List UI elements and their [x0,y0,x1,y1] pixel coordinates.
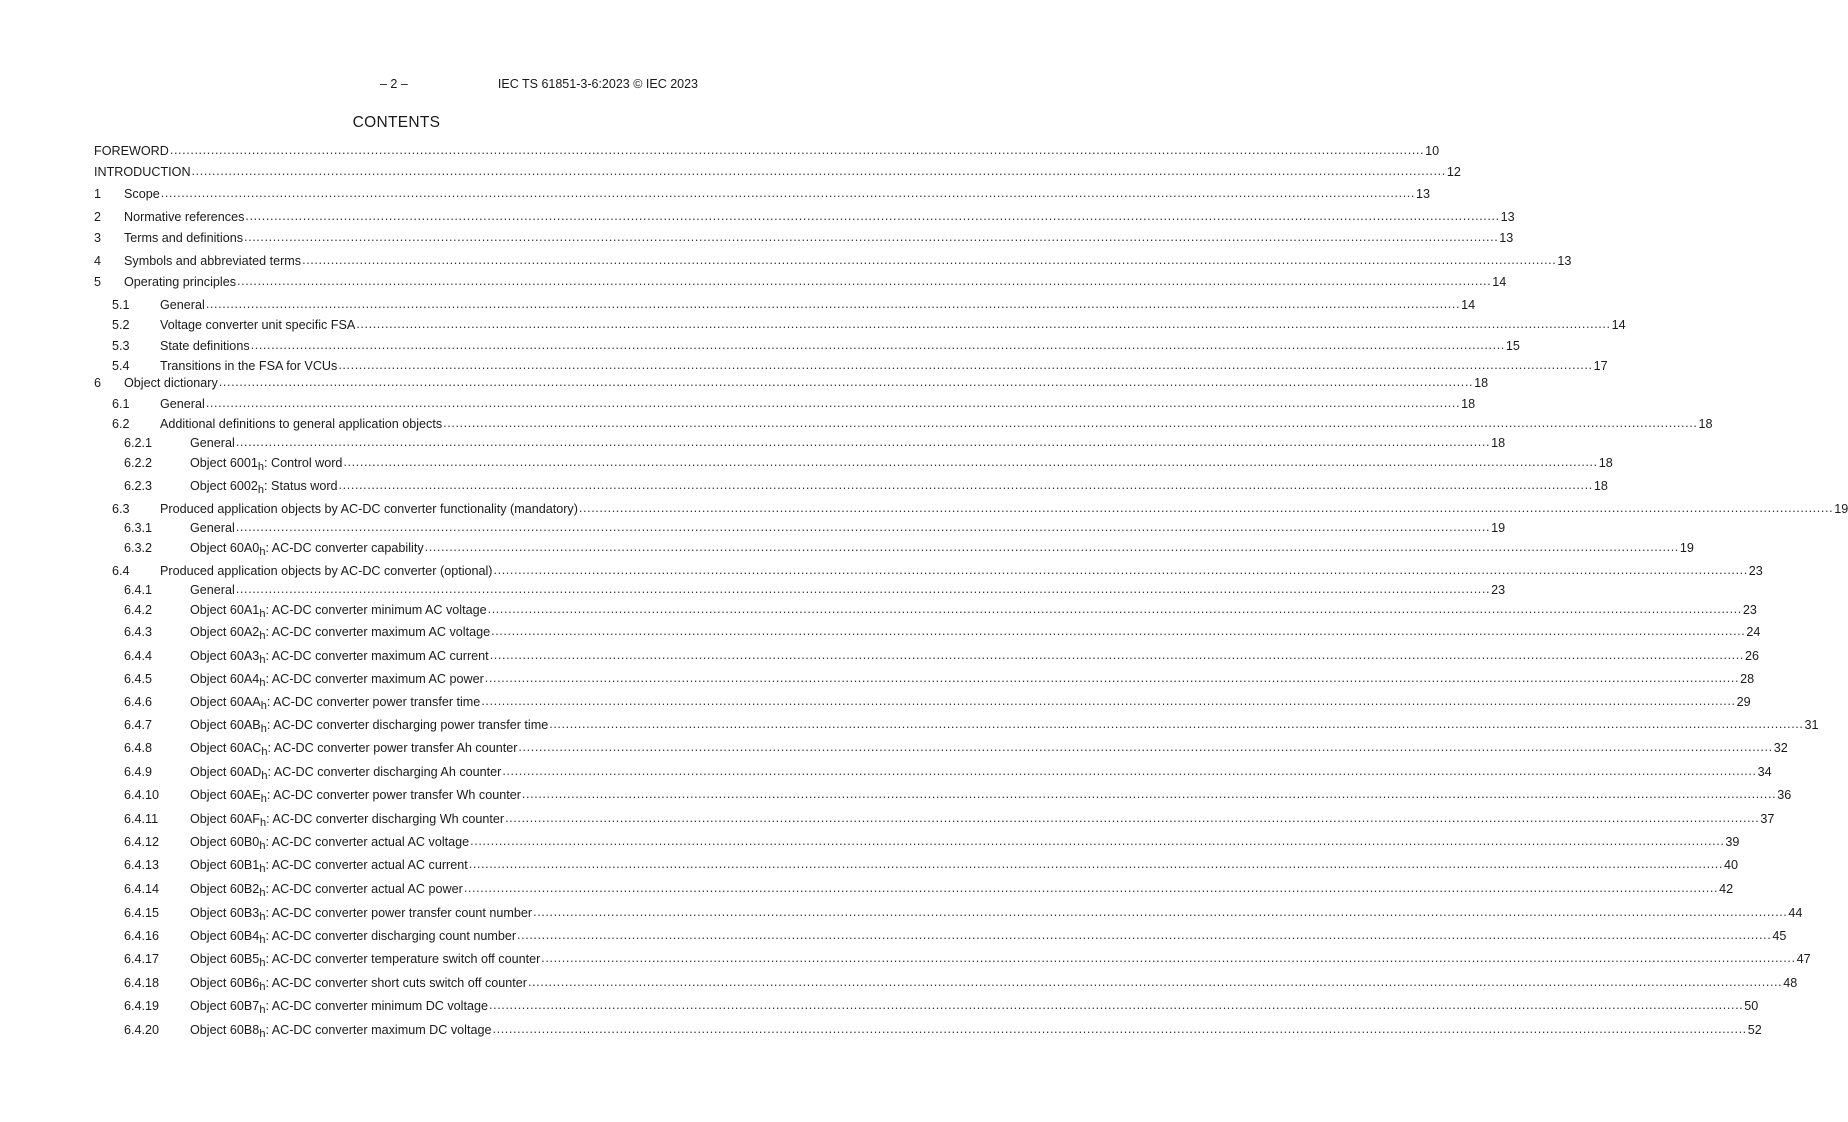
toc-entry-title: State definitions [160,339,250,353]
toc-entry-page: 10 [1425,144,1440,158]
toc-entry-number: 6.3.2 [124,541,153,555]
dot-leader [356,317,1610,331]
dot-leader [517,928,1771,942]
toc-entry[interactable] [94,254,1572,272]
toc-entry-page: 26 [1744,649,1759,663]
hex-subscript: h [257,461,265,473]
toc-entry[interactable] [94,765,1772,783]
toc-entry-number: 6.4.18 [124,976,160,990]
toc-entry-page: 12 [1446,165,1461,179]
hex-subscript: h [259,546,266,558]
toc-entry-page: 50 [1744,999,1759,1013]
dot-leader [541,951,1795,965]
toc-entry[interactable] [94,583,1506,601]
toc-entry-number: 5 [94,275,102,289]
toc-entry-page: 52 [1747,1023,1762,1037]
toc-entry-page: 23 [1491,583,1506,597]
toc-entry-title: Object $60B6_h$: AC-DC converter short cuts switch off counter [190,976,527,993]
toc-entry-page: 18 [1491,436,1506,450]
toc-entry[interactable] [94,275,1507,293]
toc-entry-number: 6.4.12 [124,835,160,849]
toc-entry-page: 13 [1557,254,1572,268]
toc-entry-page: 18 [1698,417,1713,431]
toc-entry-title: Object $60B5_h$: AC-DC converter temperature switch off counter [190,952,541,969]
toc-entry-title: Object $60B0_h$: AC-DC converter actual AC voltage [190,835,470,852]
hex-subscript: h [261,770,268,782]
toc-entry-title: Object $60A3_h$: AC-DC converter maximum AC current [190,649,489,666]
toc-entry-page: 19 [1491,521,1506,535]
hex-subscript: h [260,723,267,735]
toc-entry-number: 6.4.8 [124,741,153,755]
toc-entry-page: 13 [1416,187,1431,201]
toc-entry-title: Terms and definitions [124,231,244,245]
dot-leader [522,787,1776,801]
toc-entry-title: General [160,298,205,312]
toc-entry-title: General [160,397,205,411]
toc-entry-title: Object $60A1_h$: AC-DC converter minimum AC voltage [190,603,487,620]
toc-entry-title: Scope [124,187,160,201]
toc-entry-number: 1 [94,187,102,201]
toc-entry-title: Symbols and abbreviated terms [124,254,302,268]
hex-subscript: h [257,484,265,496]
toc-entry-number: 6.4.16 [124,929,160,943]
dot-leader [339,478,1593,492]
toc-entry-number: 6.4.6 [124,695,153,709]
hex-subscript: h [260,793,267,805]
dot-leader [245,209,1499,223]
toc-entry-page: 32 [1773,741,1788,755]
toc-entry-title: Object $60B7_h$: AC-DC converter minimum DC voltage [190,999,488,1016]
toc-entry-page: 34 [1757,765,1772,779]
dot-leader [488,602,1742,616]
dot-leader [505,811,1759,825]
dot-leader [485,671,1739,685]
toc-entry-number: 5.1 [112,298,130,312]
toc-entry-number: 6.4.20 [124,1023,160,1037]
toc-entry-number: 6.4.10 [124,788,160,802]
toc-entry[interactable] [94,695,1751,713]
toc-entry[interactable] [94,318,1626,336]
toc-entry[interactable] [94,882,1734,900]
toc-entry[interactable] [94,1023,1762,1041]
hex-subscript: h [259,1004,266,1016]
dot-leader [302,253,1556,267]
toc-entry-number: 6.4.11 [124,812,159,826]
hex-subscript: h [259,1028,266,1040]
toc-entry-number: 5.2 [112,318,130,332]
dot-leader [251,338,1505,352]
toc-entry-page: 28 [1740,672,1755,686]
toc-entry-page: 40 [1724,858,1739,872]
toc-entry[interactable] [94,479,1608,497]
toc-entry-title: Object $60B1_h$: AC-DC converter actual AC current [190,858,468,875]
toc-entry-page: 13 [1499,231,1514,245]
toc-entry[interactable] [94,231,1514,249]
toc-entry-title: FOREWORD [94,144,169,158]
toc-entry-number: 6.4 [112,564,130,578]
toc-entry-title: Operating principles [124,275,237,289]
toc-entry-title: Object $60B8_h$: AC-DC converter maximum DC voltage [190,1023,492,1040]
toc-entry-title: Normative references [124,210,245,224]
dot-leader [192,164,1446,178]
toc-entry-title: Object $60AF_h$: AC-DC converter discharging Wh counter [190,812,505,829]
toc-entry-page: 18 [1474,376,1489,390]
toc-entry-number: 4 [94,254,102,268]
toc-entry-title: Object dictionary [124,376,218,390]
toc-entry-page: 13 [1500,210,1515,224]
toc-entry-page: 23 [1742,603,1757,617]
toc-entry-page: 44 [1788,906,1803,920]
toc-entry-number: 6.2.1 [124,436,153,450]
toc-entry-number: 6.4.17 [124,952,160,966]
toc-entry[interactable] [94,521,1506,539]
toc-entry-page: 17 [1593,359,1608,373]
toc-entry-page: 48 [1783,976,1798,990]
dot-leader [493,1022,1747,1036]
toc-entry-title: Object $60AC_h$: AC-DC converter power transfer Ah counter [190,741,518,758]
hex-subscript: h [261,746,268,758]
toc-entry-number: 6.4.2 [124,603,153,617]
toc-entry-page: 23 [1748,564,1763,578]
toc-entry-number: 6.4.19 [124,999,160,1013]
hex-subscript: h [259,654,266,666]
dot-leader [470,834,1724,848]
hex-subscript: h [259,934,266,946]
toc-entry[interactable] [94,976,1798,994]
dot-leader [491,624,1745,638]
hex-subscript: h [259,863,266,875]
toc-entry-title: Object $60B4_h$: AC-DC converter discharging count number [190,929,517,946]
dot-leader [489,998,1743,1012]
dot-leader [549,717,1803,731]
toc-entry-page: 29 [1736,695,1751,709]
toc-entry-title: General [190,436,235,450]
toc-entry-number: 5.3 [112,339,130,353]
toc-entry-title: Object $60A0_h$: AC-DC converter capability [190,541,424,558]
toc-entry-number: 5.4 [112,359,130,373]
toc-entry[interactable] [94,564,1763,582]
document-id: IEC TS 61851-3-6:2023 © IEC 2023 [497,77,698,91]
toc-entry[interactable] [94,741,1788,759]
toc-entry-page: 18 [1461,397,1476,411]
toc-entry-page: 14 [1492,275,1507,289]
toc-entry-number: 6.4.9 [124,765,153,779]
toc-entry-title: Object $60AA_h$: AC-DC converter power transfer time [190,695,481,712]
toc-entry[interactable] [94,417,1713,435]
dot-leader [219,375,1473,389]
toc-entry-page: 37 [1760,812,1775,826]
hex-subscript: h [259,677,266,689]
toc-entry-title: General [190,583,235,597]
toc-entry-title: Object $60AD_h$: AC-DC converter discharging Ah counter [190,765,502,782]
toc-entry[interactable] [94,397,1476,415]
toc-entry-title: General [190,521,235,535]
toc-entry[interactable] [94,649,1759,667]
toc-entry-title: Object $60A2_h$: AC-DC converter maximum AC voltage [190,625,491,642]
toc-entry-title: Object $60B2_h$: AC-DC converter actual AC power [190,882,463,899]
hex-subscript: h [259,840,266,852]
toc-entry-page: 45 [1772,929,1787,943]
dot-leader [338,358,1592,372]
dot-leader [481,694,1735,708]
toc-entry[interactable] [94,144,1440,162]
toc-entry-number: 6.4.5 [124,672,153,686]
dot-leader [236,435,1490,449]
toc-entry-title: Object $60B3_h$: AC-DC converter power transfer count number [190,906,533,923]
toc-entry-title: Object $6001_h$: Control word [190,456,343,473]
toc-entry-title: Object $60A4_h$: AC-DC converter maximum AC power [190,672,484,689]
toc-entry-number: 6.4.3 [124,625,153,639]
toc-entry[interactable] [94,999,1759,1017]
toc-entry[interactable] [94,812,1775,830]
toc-entry-page: 36 [1777,788,1792,802]
toc-entry[interactable] [94,456,1613,474]
toc-entry-number: 6.2.2 [124,456,153,470]
dot-leader [237,274,1491,288]
toc-entry-page: 31 [1804,718,1819,732]
toc-entry-number: 6.4.13 [124,858,160,872]
toc-entry-page: 18 [1593,479,1608,493]
dot-leader [528,975,1782,989]
toc-entry[interactable] [94,835,1740,853]
toc-entry-number: 6.3.1 [124,521,153,535]
toc-entry-title: Produced application objects by AC-DC converter (optional) [160,564,493,578]
dot-leader [170,143,1424,157]
toc-entry-page: 24 [1746,625,1761,639]
dot-leader [425,540,1679,554]
toc-entry[interactable] [94,436,1506,454]
toc-entry-number: 6.3 [112,502,130,516]
toc-entry-page: 19 [1834,502,1848,516]
dot-leader [443,416,1697,430]
toc-entry-page: 47 [1796,952,1811,966]
toc-entry-number: 6.4.7 [124,718,153,732]
hex-subscript: h [259,608,266,620]
dot-leader [206,297,1460,311]
dot-leader [244,230,1498,244]
toc-entry-title: Object $6002_h$: Status word [190,479,338,496]
toc-entry[interactable] [94,187,1431,205]
dot-leader [494,563,1748,577]
dot-leader [343,455,1597,469]
dot-leader [579,501,1833,515]
toc-entry-title: Object $60AE_h$: AC-DC converter power transfer Wh counter [190,788,521,805]
hex-subscript: h [260,700,267,712]
toc-entry[interactable] [94,541,1694,559]
toc-entry-title: Produced application objects by AC-DC converter functionality (mandatory) [160,502,578,516]
page-header [0,77,793,93]
toc-entry[interactable] [94,603,1757,621]
toc-entry-page: 39 [1725,835,1740,849]
toc-entry[interactable] [94,298,1476,316]
dot-leader [502,764,1756,778]
toc-entry[interactable] [94,952,1811,970]
dot-leader [469,857,1723,871]
toc-entry[interactable] [94,672,1755,690]
toc-entry-number: 6.4.1 [124,583,153,597]
toc-entry-title: INTRODUCTION [94,165,191,179]
hex-subscript: h [260,817,267,829]
dot-leader [533,905,1787,919]
dot-leader [161,186,1415,200]
toc-entry-title: Voltage converter unit specific FSA [160,318,356,332]
toc-entry[interactable] [94,376,1489,394]
toc-entry-number: 6.2 [112,417,130,431]
toc-entry-number: 3 [94,231,102,245]
toc-entry-page: 42 [1719,882,1734,896]
toc-entry[interactable] [94,788,1792,806]
toc-entry-number: 6.4.14 [124,882,160,896]
toc-entry-number: 6 [94,376,102,390]
dot-leader [236,582,1490,596]
hex-subscript: h [259,957,266,969]
toc-entry-title: Transitions in the FSA for VCUs [160,359,338,373]
toc-entry-number: 6.4.15 [124,906,160,920]
toc-entry[interactable] [94,929,1787,947]
page-number: – 2 – [380,77,408,91]
toc-entry-title: Object $60AB_h$: AC-DC converter discharging power transfer time [190,718,549,735]
toc-entry-number: 6.4.4 [124,649,153,663]
toc-entry[interactable] [94,718,1819,736]
toc-entry-title: Additional definitions to general application objects [160,417,443,431]
toc-entry-page: 19 [1679,541,1694,555]
dot-leader [464,881,1718,895]
toc-entry[interactable] [94,858,1739,876]
hex-subscript: h [259,911,266,923]
toc-entry-number: 6.1 [112,397,130,411]
page-title: CONTENTS [352,114,441,131]
toc-entry-page: 14 [1611,318,1626,332]
toc-entry-page: 14 [1461,298,1476,312]
dot-leader [206,396,1460,410]
dot-leader [236,520,1490,534]
toc-entry-page: 15 [1505,339,1520,353]
dot-leader [490,648,1744,662]
hex-subscript: h [259,630,266,642]
toc-entry-page: 18 [1598,456,1613,470]
dot-leader [518,740,1772,754]
toc-entry-number: 6.2.3 [124,479,153,493]
hex-subscript: h [259,887,266,899]
toc-entry[interactable] [94,502,1848,520]
toc-entry[interactable] [94,625,1761,643]
toc-entry[interactable] [94,210,1515,228]
toc-entry[interactable] [94,906,1803,924]
toc-entry[interactable] [94,339,1520,357]
hex-subscript: h [259,981,266,993]
toc-entry[interactable] [94,165,1461,183]
toc-entry-number: 2 [94,210,102,224]
